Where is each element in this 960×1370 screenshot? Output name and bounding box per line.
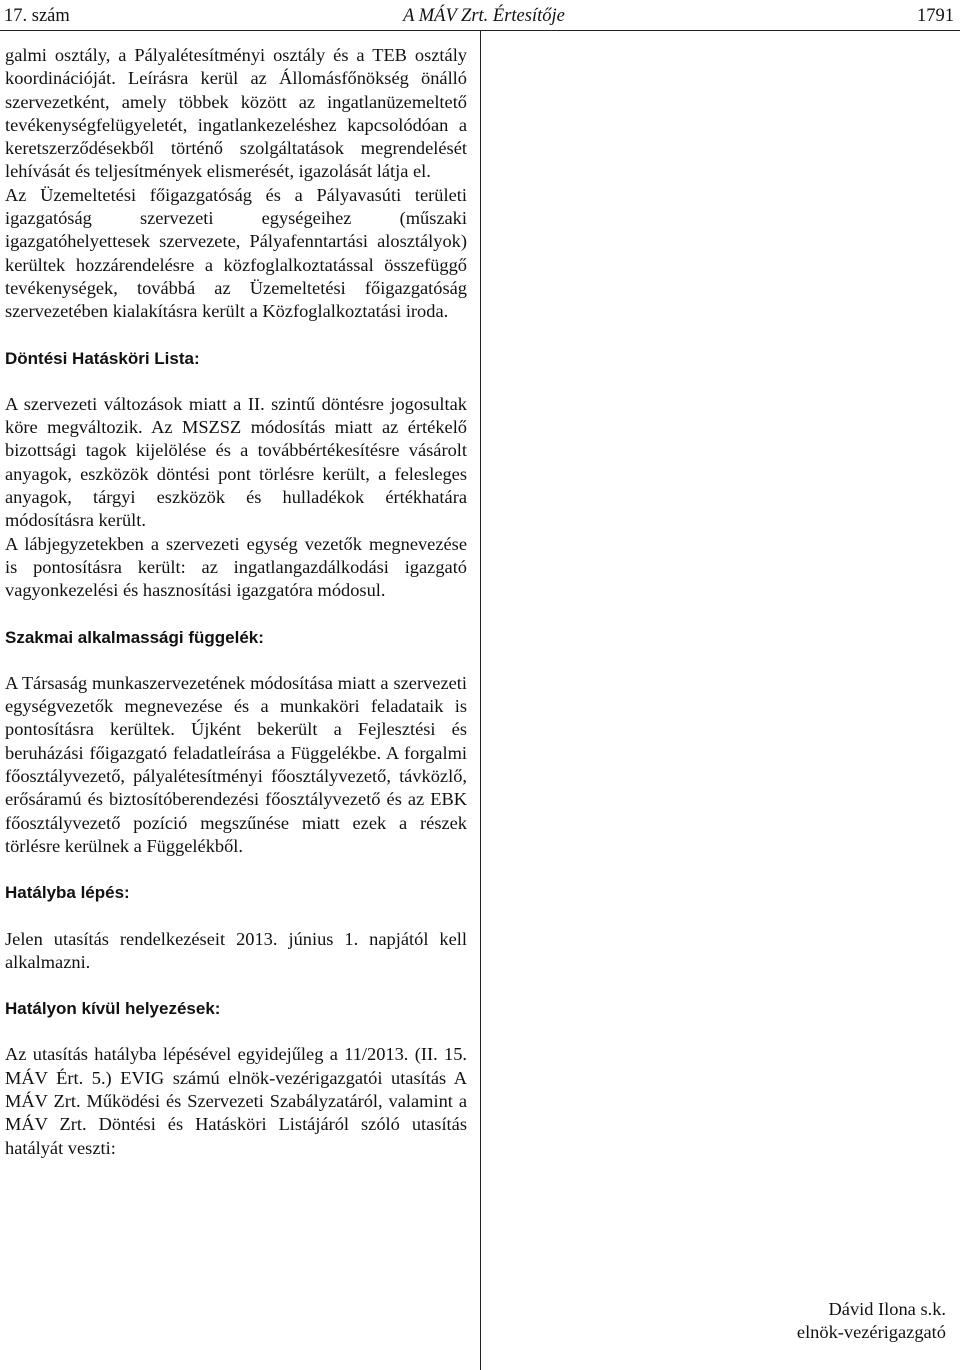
signatory-name: Dávid Ilona s.k. — [828, 1299, 946, 1319]
section-heading-decision-list: Döntési Hatásköri Lista: — [5, 348, 200, 368]
paragraph: Jelen utasítás rendelkezéseit 2013. június 1. napjától kell alkalmazni. — [5, 928, 467, 972]
paragraph: A szervezeti változások miatt a II. szintű döntésre jogosultak köre megváltozik. Az MSZSZ módosítás miatt az értékelő bizottsági tagok kijelölése és a továbbértékesítésre vásárolt anyagok, eszközök döntési pont törlésre került, a felesleges anyagok, tárgyi eszközök és hulladékok értékhatára módosításra került. — [5, 393, 467, 531]
paragraph: Az utasítás hatályba lépésével egyidejűleg a 11/2013. (II. 15. MÁV Ért. 5.) EVIG számú elnök-vezérigazgatói utasítás A MÁV Zrt. Működési és Szervezeti Szabályzatáról, valamint a MÁV Zrt. Döntési és Hatásköri Listájáról szóló utasítás hatályát veszti: — [5, 1044, 467, 1158]
paragraph: Az Üzemeltetési főigazgatóság és a Pályavasúti területi igazgatóság szervezeti egységeihez (műszaki igazgatóhelyettesek szervezete, Pályafenntartási alosztályok) kerültek hozzárendelésre a közfoglalkoztatással összefüggő tevékenységek, továbbá az Üzemeltetési főigazgatóság szervezetében kialakításra került a Közfoglalkoztatási iroda. — [5, 184, 467, 322]
page-header — [4, 2, 954, 30]
page-number: 1791 — [917, 6, 954, 26]
column-divider — [480, 30, 481, 1370]
section-heading-entry-into-force: Hatályba lépés: — [5, 883, 130, 903]
section-heading-repeals: Hatályon kívül helyezések: — [5, 999, 221, 1019]
signatory-title: elnök-vezérigazgató — [796, 1322, 946, 1343]
signature-block — [646, 1298, 946, 1345]
left-column — [5, 44, 467, 1160]
paragraph: A Társaság munkaszervezetének módosítása miatt a szervezeti egységvezetők megnevezése és a munkaköri feladataik is pontosításra kerültek. Újként bekerült a Fejlesztési és beruházási főigazgató feladatleírása a Függelékbe. A forgalmi főosztályvezető, pályalétesítményi főosztályvezető, távközlő, erősáramú és biztosítóberendezési főosztályvezető és az EBK főosztályvezető pozíció megszűnése miatt ezek a részek törlésre kerülnek a Függelékből. — [5, 672, 467, 856]
paragraph: A lábjegyzetekben a szervezeti egység vezetők megnevezése is pontosításra került: az ingatlangazdálkodási igazgató vagyonkezelési és hasznosítási igazgatóra módosul. — [5, 533, 467, 601]
publication-title: A MÁV Zrt. Értesítője — [403, 6, 565, 26]
issue-number: 17. szám — [4, 6, 70, 26]
section-heading-professional-appendix: Szakmai alkalmassági függelék: — [5, 627, 264, 647]
paragraph: galmi osztály, a Pályalétesítményi osztály és a TEB osztály koordinációját. Leírásra kerül az Állomásfőnökség önálló szervezetként, amely többek között az ingatlanüzemeltető tevékenységfelügyeletét, ingatlankezeléshez kapcsolódóan a keretszerződésekből történő szolgáltatások megrendelését lehívását és teljesítmények elismerését, igazolását látja el. — [5, 45, 467, 182]
